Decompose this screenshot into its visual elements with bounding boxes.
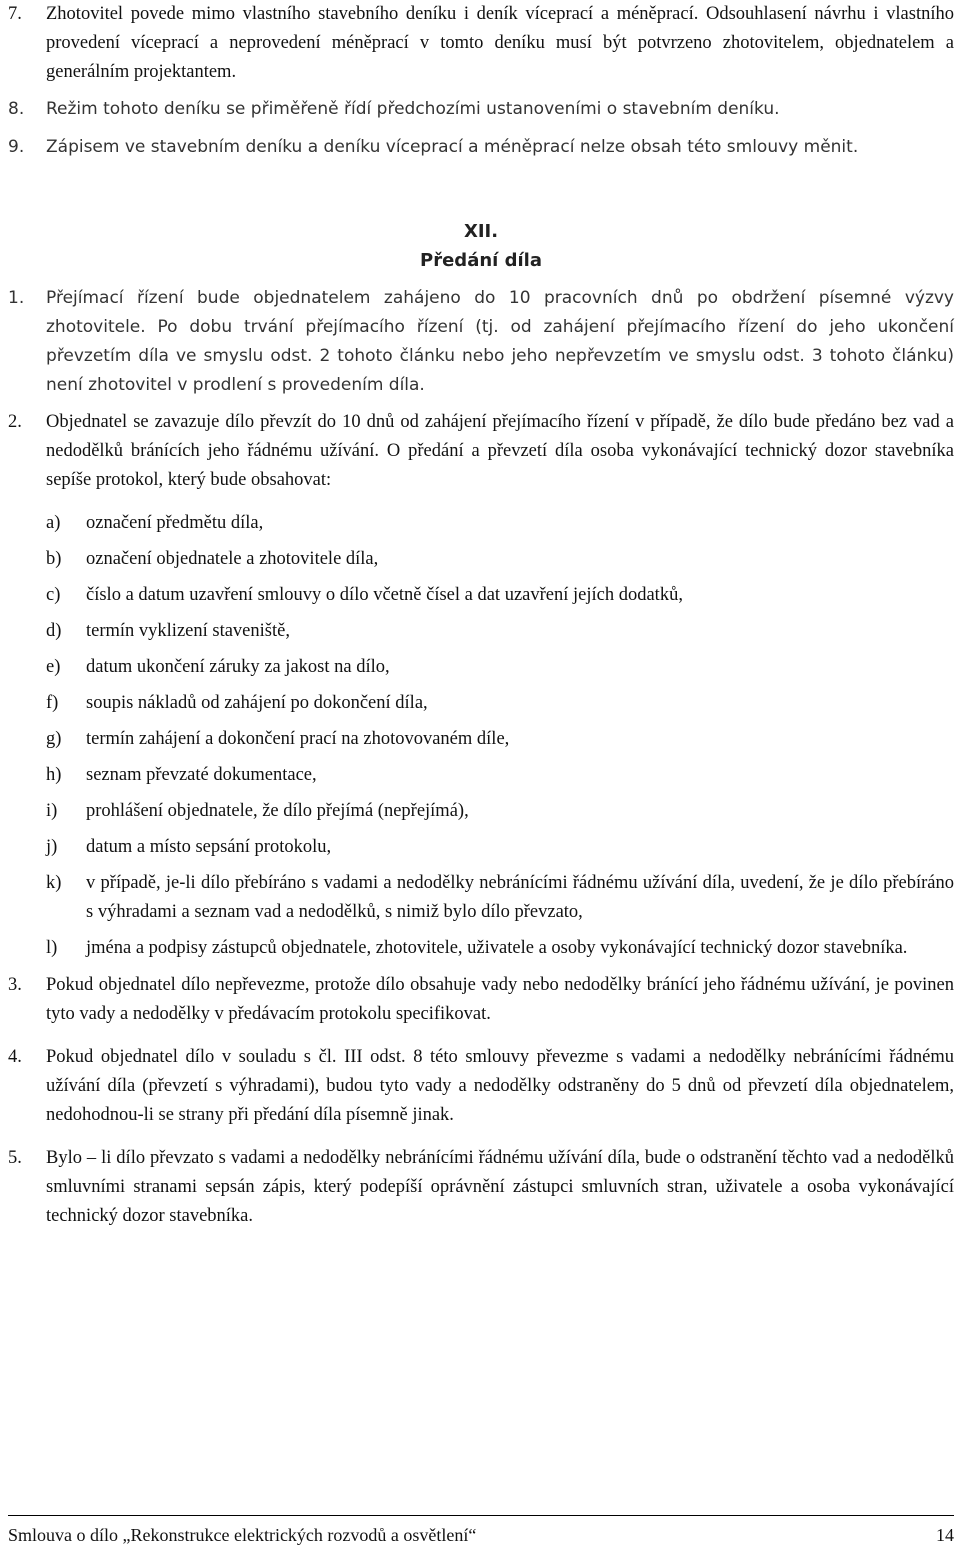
list-text: jména a podpisy zástupců objednatele, zhotovitele, uživatele a osoby vykonávající technický dozor stavebníka. [86, 938, 908, 958]
list-text: termín zahájení a dokončení prací na zhotovovaném díle, [86, 729, 510, 749]
list-item [46, 725, 954, 754]
list-letter: k) [46, 873, 62, 893]
clause-number: 2. [8, 412, 22, 432]
list-letter: i) [46, 801, 58, 821]
clause-number: 3. [8, 975, 22, 995]
page-footer [8, 1523, 954, 1547]
list-text: prohlášení objednatele, že dílo přejímá (nepřejímá), [86, 801, 469, 821]
clause-text: Objednatel se zavazuje dílo převzít do 10 dnů od zahájení přejímacího řízení v případě, že dílo bude předáno bez vad a nedodělků bránících jeho řádnému užívání. O předání a převzetí díla osoba vykonávající technický dozor stavebníka sepíše protokol, který bude obsahovat: [46, 412, 954, 490]
list-text: označení objednatele a zhotovitele díla, [86, 549, 379, 569]
list-letter: f) [46, 693, 59, 713]
section-number: XII. [463, 221, 499, 242]
clause-7 [8, 0, 954, 87]
clause-number: 1. [8, 288, 25, 308]
clause-number: 9. [8, 137, 25, 157]
section-title: Předání díla [420, 250, 542, 271]
list-item [46, 509, 954, 538]
list-letter: b) [46, 549, 62, 569]
section-clause-3 [8, 971, 954, 1029]
section-clause-2 [0, 408, 960, 963]
section-clause-4 [8, 1043, 954, 1130]
list-text: datum a místo sepsání protokolu, [86, 837, 332, 857]
section-clause-1 [8, 284, 954, 400]
footer-divider [8, 1515, 954, 1516]
list-text: v případě, je-li dílo přebíráno s vadami a nedodělky nebránícími řádnému užívání díla, uvedení, že je dílo přebíráno s výhradami a seznam vad a nedodělků, s nimiž bylo dílo převzato, [86, 873, 954, 922]
clause-text: Bylo – li dílo převzato s vadami a nedodělky nebránícími řádnému užívání díla, bude o odstranění těchto vad a nedodělků smluvními stranami sepsán zápis, který podepíší oprávnění zástupci smluvních stran, uživatele a osoba vykonávající technický dozor stavebníka. [46, 1148, 954, 1226]
clause-text: Zápisem ve stavebním deníku a deníku víceprací a méněprací nelze obsah této smlouvy měnit. [46, 137, 859, 157]
clause-8 [8, 95, 954, 124]
list-letter: g) [46, 729, 62, 749]
list-item [46, 833, 954, 862]
list-item [46, 545, 954, 574]
protocol-contents-list [46, 509, 954, 963]
list-letter: a) [46, 513, 61, 533]
clause-text: Zhotovitel povede mimo vlastního stavebního deníku i deník víceprací a méněprací. Odsouhlasení návrhu i vlastního provedení víceprací a neprovedení méněprací v tomto deníku musí být potvrzeno zhotovitelem, objednatelem a generálním projektantem. [46, 4, 954, 82]
list-text: datum ukončení záruky za jakost na dílo, [86, 657, 390, 677]
list-item [46, 869, 954, 927]
list-text: označení předmětu díla, [86, 513, 264, 533]
list-letter: l) [46, 938, 58, 958]
clause-text: Režim tohoto deníku se přiměřeně řídí předchozími ustanoveními o stavebním deníku. [46, 99, 780, 119]
list-text: číslo a datum uzavření smlouvy o dílo včetně čísel a dat uzavření jejích dodatků, [86, 585, 683, 605]
clause-text: Pokud objednatel dílo nepřevezme, protože dílo obsahuje vady nebo nedodělky bránící jeho řádnému užívání, je povinen tyto vady a nedodělky v předávacím protokolu specifikovat. [46, 975, 954, 1024]
list-letter: c) [46, 585, 61, 605]
page-number: 14 [936, 1525, 954, 1545]
clause-number: 5. [8, 1148, 22, 1168]
clause-9 [8, 133, 954, 162]
clause-text: Pokud objednatel dílo v souladu s čl. III odst. 8 této smlouvy převezme s vadami a nedodělky nebránícími řádnému užívání díla (převzetí s výhradami), budou tyto vady a nedodělky odstraněny do 5 dnů od převzetí díla objednatelem, nedohodnou-li se strany při předání díla písemně jinak. [46, 1047, 954, 1125]
list-item [46, 653, 954, 682]
list-item [46, 689, 954, 718]
list-text: soupis nákladů od zahájení po dokončení díla, [86, 693, 428, 713]
list-item [46, 761, 954, 790]
section-clause-5 [8, 1144, 954, 1231]
list-text: seznam převzaté dokumentace, [86, 765, 317, 785]
list-letter: d) [46, 621, 62, 641]
list-letter: e) [46, 657, 61, 677]
clause-number: 4. [8, 1047, 22, 1067]
footer-title: Smlouva o dílo „Rekonstrukce elektrických rozvodů a osvětlení“ [8, 1525, 477, 1545]
list-item [46, 581, 954, 610]
list-item [46, 934, 954, 963]
clause-number: 7. [8, 4, 22, 24]
list-item [46, 797, 954, 826]
list-letter: h) [46, 765, 62, 785]
clause-number: 8. [8, 99, 25, 119]
list-item [46, 617, 954, 646]
list-text: termín vyklizení staveniště, [86, 621, 290, 641]
clause-text: Přejímací řízení bude objednatelem zahájeno do 10 pracovních dnů po obdržení písemné výzvy zhotovitele. Po dobu trvání přejímacího řízení (tj. od zahájení přejímacího řízení do jeho ukončení převzetím díla ve smyslu odst. 2 tohoto článku nebo jeho nepřevzetím ve smyslu odst. 3 tohoto článku) není zhotovitel v prodlení s provedením díla. [46, 288, 954, 395]
list-letter: j) [46, 837, 58, 857]
